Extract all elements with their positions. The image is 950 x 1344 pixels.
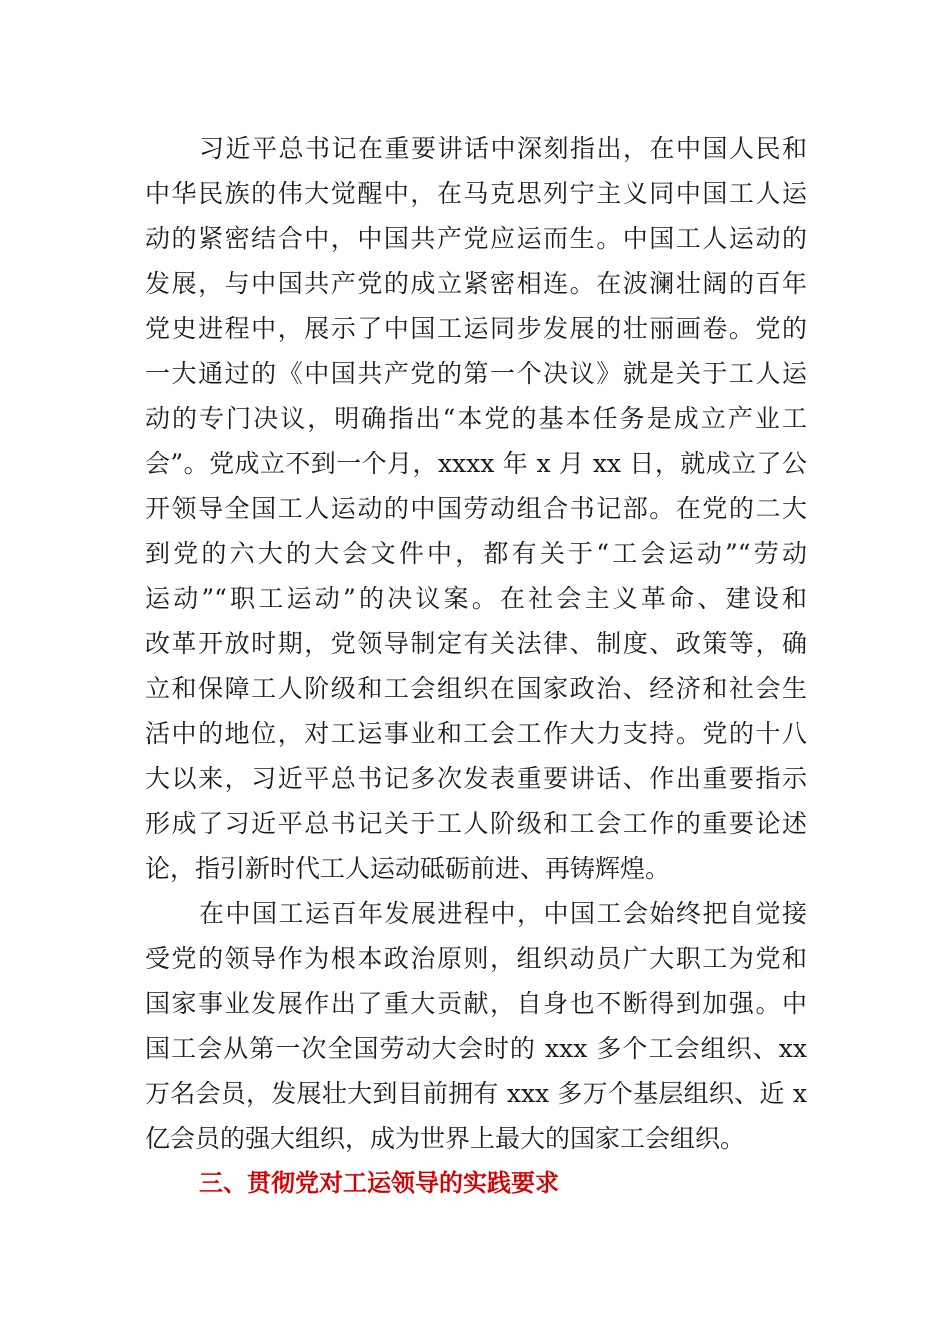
paragraph-line: 论，指引新时代工人运动砥砺前进、再铸辉煌。 — [145, 854, 671, 883]
paragraph-line: 习近平总书记在重要讲话中深刻指出，在中国人民和 — [199, 134, 807, 163]
paragraph-line: 中华民族的伟大觉醒中，在马克思列宁主义同中国工人运 — [145, 179, 807, 208]
paragraph-line: 动的紧密结合中，中国共产党应运而生。中国工人运动的 — [145, 224, 807, 253]
paragraph-line: 会”。党成立不到一个月，xxxx 年 x 月 xx 日，就成立了公 — [145, 449, 807, 478]
paragraph-2 — [145, 891, 807, 1161]
paragraph-line: 立和保障工人阶级和工会组织在国家政治、经济和社会生 — [145, 674, 807, 703]
paragraph-line: 开领导全国工人运动的中国劳动组合书记部。在党的二大 — [145, 494, 807, 523]
paragraph-line: 亿会员的强大组织，成为世界上最大的国家工会组织。 — [145, 1124, 746, 1153]
paragraph-line: 大以来，习近平总书记多次发表重要讲话、作出重要指示 — [145, 764, 807, 793]
paragraph-line: 发展，与中国共产党的成立紧密相连。在波澜壮阔的百年 — [145, 269, 807, 298]
paragraph-line: 一大通过的《中国共产党的第一个决议》就是关于工人运 — [145, 359, 807, 388]
paragraph-line: 国工会从第一次全国劳动大会时的 xxx 多个工会组织、xx — [145, 1034, 807, 1063]
section-heading: 三、贯彻党对工运领导的实践要求 — [199, 1169, 559, 1197]
paragraph-line: 活中的地位，对工运事业和工会工作大力支持。党的十八 — [145, 719, 807, 748]
paragraph-line: 万名会员，发展壮大到目前拥有 xxx 多万个基层组织、近 x — [145, 1079, 807, 1108]
paragraph-line: 动的专门决议，明确指出“本党的基本任务是成立产业工 — [145, 404, 807, 433]
paragraph-1 — [145, 126, 807, 891]
paragraph-line: 受党的领导作为根本政治原则，组织动员广大职工为党和 — [145, 944, 807, 973]
paragraph-line: 在中国工运百年发展进程中，中国工会始终把自觉接 — [199, 899, 807, 928]
paragraph-line: 运动”“职工运动”的决议案。在社会主义革命、建设和 — [145, 584, 807, 613]
paragraph-line: 到党的六大的大会文件中，都有关于“工会运动”“劳动 — [145, 539, 807, 568]
paragraph-line: 党史进程中，展示了中国工运同步发展的壮丽画卷。党的 — [145, 314, 807, 343]
paragraph-line: 形成了习近平总书记关于工人阶级和工会工作的重要论述 — [145, 809, 807, 838]
paragraph-line: 国家事业发展作出了重大贡献，自身也不断得到加强。中 — [145, 989, 807, 1018]
document-body — [145, 126, 807, 1206]
paragraph-line: 改革开放时期，党领导制定有关法律、制度、政策等，确 — [145, 629, 807, 658]
